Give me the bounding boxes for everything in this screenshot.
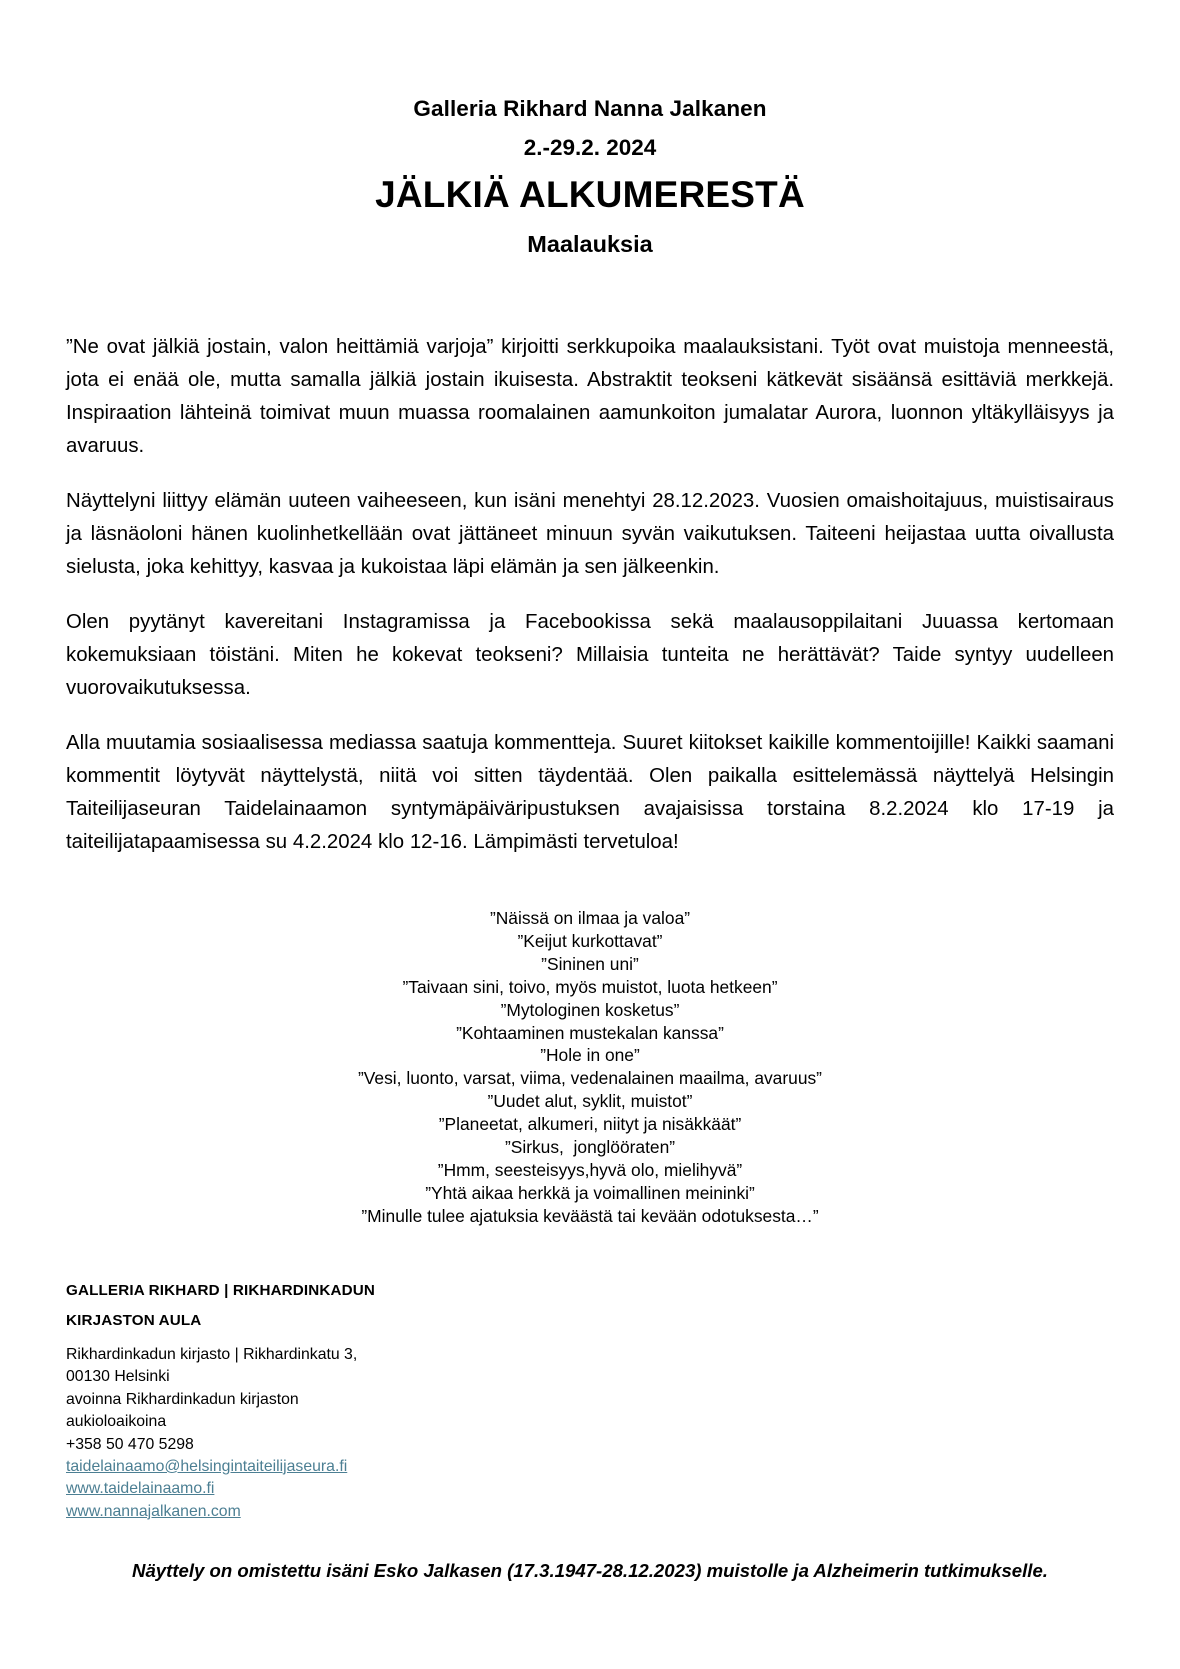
quote-item: ”Vesi, luonto, varsat, viima, vedenalainen maailma, avaruus” — [358, 1068, 822, 1089]
social-media-quotes-list — [66, 907, 1114, 1227]
venue-address-line: 00130 Helsinki — [66, 1368, 170, 1386]
statement-paragraph: Näyttelyni liittyy elämän uuteen vaiheeseen, kun isäni menehtyi 28.12.2023. Vuosien omaishoitajuus, muistisairaus ja läsnäoloni hänen kuolinhetkellään ovat jättäneet minuun syvän vaikutuksen. Taiteeni heijastaa uutta oivallusta sielusta, joka kehittyy, kasvaa ja kukoistaa läpi elämän ja sen jälkeenkin. — [66, 489, 1114, 578]
quote-item: ”Kohtaaminen mustekalan kanssa” — [456, 1022, 724, 1043]
statement-paragraph: ”Ne ovat jälkiä jostain, valon heittämiä varjoja” kirjoitti serkkupoika maalauksistani. Työt ovat muistoja menneestä, jota ei enää ole, mutta samalla jälkiä jostain ikuisesta. Abstraktit teokseni kätkevät sisäänsä esittäviä merkkejä. Inspiraation lähteinä toimivat muun muassa roomalainen aamunkoiton jumalatar Aurora, luonnon yltäkylläisyys ja avaruus. — [66, 335, 1114, 457]
venue-address-line: avoinna Rikhardinkadun kirjaston — [66, 1390, 299, 1408]
exhibition-dates: 2.-29.2. 2024 — [523, 134, 657, 160]
quote-item: ”Hmm, seesteisyys,hyvä olo, mielihyvä” — [437, 1159, 743, 1180]
quote-item: ”Minulle tulee ajatuksia keväästä tai kevään odotuksesta…” — [361, 1205, 819, 1226]
venue-contact-block — [66, 1283, 1114, 1523]
gallery-name: Galleria Rikhard Nanna Jalkanen — [413, 96, 767, 121]
quote-item: ”Hole in one” — [540, 1045, 640, 1066]
quote-item: ”Mytologinen kosketus” — [500, 999, 680, 1020]
venue-phone-number: +358 50 470 5298 — [66, 1435, 194, 1453]
quote-item: ”Uudet alut, syklit, muistot” — [487, 1091, 693, 1112]
quote-item: ”Planeetat, alkumeri, niityt ja nisäkkäät” — [438, 1114, 742, 1135]
quote-item: ”Yhtä aikaa herkkä ja voimallinen meininki” — [425, 1182, 755, 1203]
flyer-header — [66, 0, 1114, 257]
statement-paragraph: Olen pyytänyt kavereitani Instagramissa ja Facebookissa sekä maalausoppilaitani Juuassa kertomaan kokemuksiaan töistäni. Miten he kokevat teokseni? Millaisia tunteita ne herättävät? Taide syntyy uudelleen vuorovaikutuksessa. — [66, 610, 1114, 699]
quote-item: ”Taivaan sini, toivo, myös muistot, luota hetkeen” — [402, 976, 778, 997]
website-link-nannajalkanen[interactable]: www.nannajalkanen.com — [66, 1502, 241, 1520]
venue-name-line-2: KIRJASTON AULA — [66, 1311, 202, 1329]
quote-item: ”Sininen uni” — [541, 953, 639, 974]
venue-address-line: Rikhardinkadun kirjasto | Rikhardinkatu 3, — [66, 1345, 358, 1363]
quote-item: ”Keijut kurkottavat” — [517, 931, 663, 952]
quote-item: ”Näissä on ilmaa ja valoa” — [489, 908, 691, 929]
statement-paragraph: Alla muutamia sosiaalisessa mediassa saatuja kommentteja. Suuret kiitokset kaikille kommentoijille! Kaikki saamani kommentit löytyvät näyttelystä, niitä voi sitten täydentää. Olen paikalla esittelemässä näyttelyä Helsingin Taiteilijaseuran Taidelainaamon syntymäpäiväripustuksen avajaisissa torstaina 8.2.2024 klo 17-19 ja taiteilijatapaamisessa su 4.2.2024 klo 12-16. Lämpimästi tervetuloa! — [66, 731, 1114, 854]
venue-address-line: aukioloaikoina — [66, 1413, 167, 1431]
venue-name-line-1: GALLERIA RIKHARD | RIKHARDINKADUN — [66, 1282, 375, 1300]
quote-item: ”Sirkus, jonglööraten” — [504, 1136, 676, 1157]
website-link-taidelainaamo[interactable]: www.taidelainaamo.fi — [66, 1480, 215, 1498]
dedication-note: Näyttely on omistettu isäni Esko Jalkasen (17.3.1947-28.12.2023) muistolle ja Alzheimerin tutkimukselle. — [132, 1560, 1048, 1582]
exhibition-title: JÄLKIÄ ALKUMERESTÄ — [375, 174, 805, 215]
email-link[interactable]: taidelainaamo@helsingintaiteilijaseura.fi — [66, 1457, 348, 1475]
artist-statement — [66, 331, 1114, 860]
exhibition-subtitle: Maalauksia — [527, 231, 653, 257]
